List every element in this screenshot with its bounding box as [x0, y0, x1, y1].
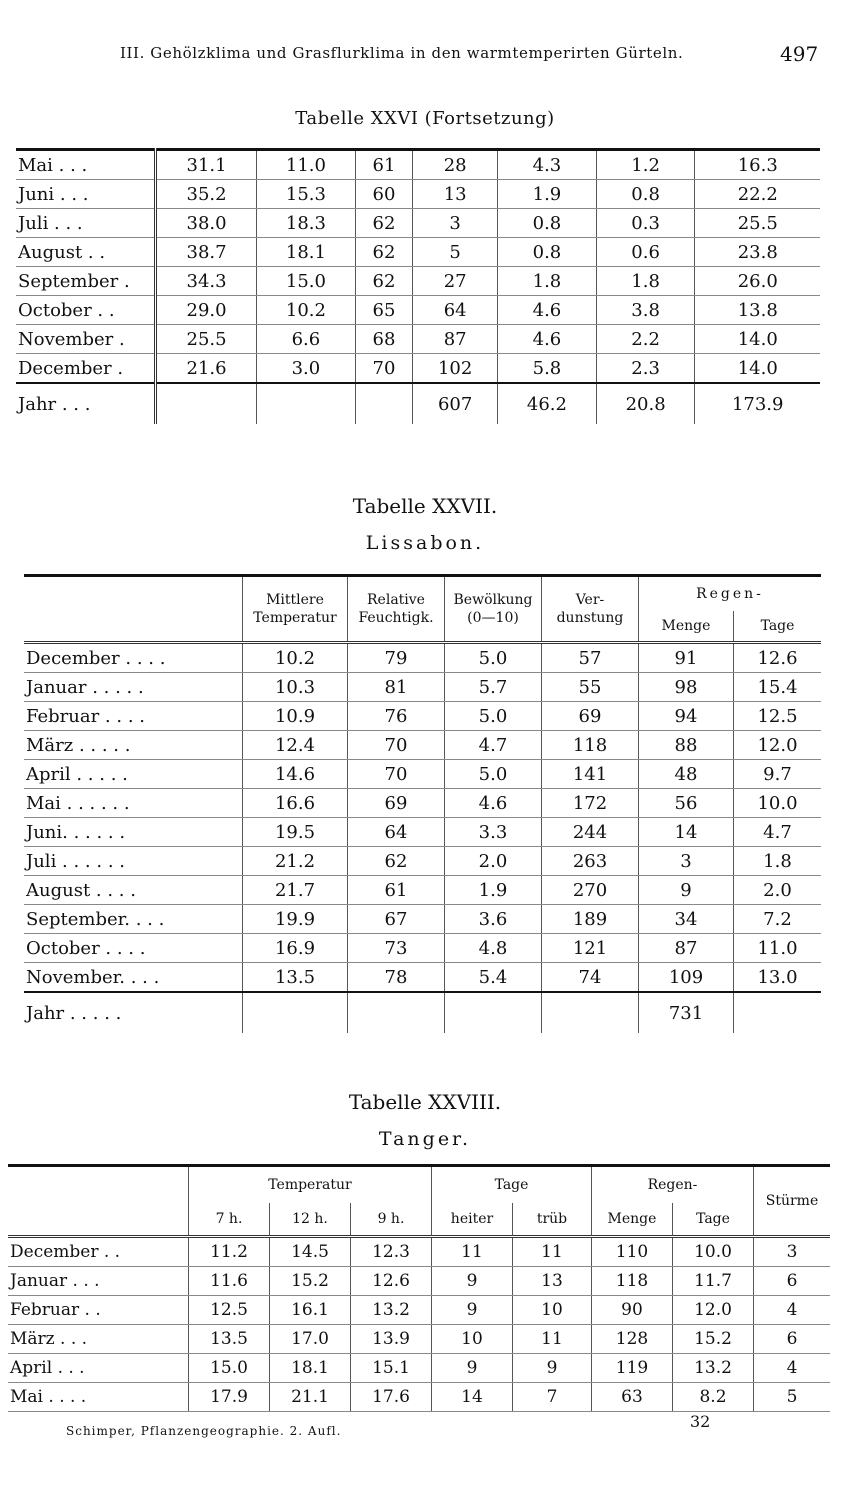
table-cell: 6.6 — [257, 325, 356, 354]
table-26 — [16, 148, 820, 424]
table-cell: 62 — [348, 847, 445, 876]
table-cell: 15.0 — [257, 267, 356, 296]
table-cell: 13.8 — [695, 296, 820, 325]
table-cell: 4 — [754, 1354, 831, 1383]
table-cell — [348, 992, 445, 1033]
table-cell: 11.0 — [257, 150, 356, 180]
table-cell: 65 — [355, 296, 412, 325]
col-temperature-header: Mittlere Temperatur — [243, 576, 348, 643]
table-28 — [8, 1164, 830, 1412]
table-row — [16, 296, 820, 325]
table-cell: 10.0 — [734, 789, 822, 818]
table-cell: 38.7 — [156, 238, 257, 267]
table-row — [16, 354, 820, 384]
table-cell: 15.3 — [257, 180, 356, 209]
table-cell: 11.2 — [189, 1237, 270, 1267]
table-cell: 4.8 — [445, 934, 542, 963]
table-cell — [156, 383, 257, 424]
table-cell: 13.2 — [673, 1354, 754, 1383]
table-cell: 118 — [592, 1267, 673, 1296]
table-cell: 18.1 — [270, 1354, 351, 1383]
table-cell: 10.2 — [243, 643, 348, 673]
table-cell: 55 — [542, 673, 639, 702]
table-cell: 67 — [348, 905, 445, 934]
table-row — [8, 1267, 830, 1296]
table-cell: 2.2 — [596, 325, 695, 354]
table-cell: 4.7 — [445, 731, 542, 760]
col-clear-header: heiter — [432, 1203, 513, 1237]
table-cell: 62 — [355, 267, 412, 296]
table-row — [24, 818, 821, 847]
table-cell: 12.6 — [351, 1267, 432, 1296]
table-28-caption: Tabelle XXVIII. — [348, 1090, 502, 1114]
table-cell: 3.6 — [445, 905, 542, 934]
table-cell: 10.3 — [243, 673, 348, 702]
table-cell: 31.1 — [156, 150, 257, 180]
col-12h-header: 12 h. — [270, 1203, 351, 1237]
table-27-place: Lissabon. — [365, 532, 485, 554]
table-cell: 57 — [542, 643, 639, 673]
col-humidity-header: Relative Feuchtigk. — [348, 576, 445, 643]
table-cell: 5.7 — [445, 673, 542, 702]
table-cell: 3 — [413, 209, 498, 238]
signature-mark: 32 — [690, 1412, 711, 1431]
table-cell: 4.6 — [498, 325, 597, 354]
table-27 — [24, 574, 821, 1033]
col-rain-days-header: Tage — [734, 611, 822, 643]
col-rain-days-header: Tage — [673, 1203, 754, 1237]
table-row — [16, 238, 820, 267]
table-cell: 173.9 — [695, 383, 820, 424]
table-cell: 128 — [592, 1325, 673, 1354]
table-cell: 68 — [355, 325, 412, 354]
table-cell: 1.9 — [445, 876, 542, 905]
table-cell: 21.6 — [156, 354, 257, 384]
table-cell: 244 — [542, 818, 639, 847]
table-row — [24, 963, 821, 993]
table-cell: 34.3 — [156, 267, 257, 296]
row-label: September . — [16, 267, 156, 296]
table-cell: 102 — [413, 354, 498, 384]
row-label: Juni. . . . . . — [24, 818, 243, 847]
col-rain-amount-header: Menge — [592, 1203, 673, 1237]
table-cell: 9 — [639, 876, 734, 905]
table-cell: 29.0 — [156, 296, 257, 325]
table-row — [8, 1383, 830, 1412]
table-cell: 9 — [432, 1267, 513, 1296]
table-cell: 10 — [513, 1296, 592, 1325]
table-cell: 21.7 — [243, 876, 348, 905]
table-cell: 21.2 — [243, 847, 348, 876]
col-7h-header: 7 h. — [189, 1203, 270, 1237]
table-cell: 19.9 — [243, 905, 348, 934]
table-cell: 10.2 — [257, 296, 356, 325]
table-cell: 3 — [754, 1237, 831, 1267]
page-number: 497 — [780, 42, 819, 66]
table-cell: 28 — [413, 150, 498, 180]
table-cell: 20.8 — [596, 383, 695, 424]
row-label: August . . . . — [24, 876, 243, 905]
table-row — [24, 934, 821, 963]
table-cell: 5 — [413, 238, 498, 267]
table-cell: 38.0 — [156, 209, 257, 238]
row-label: December . . — [8, 1237, 189, 1267]
table-cell: 11.6 — [189, 1267, 270, 1296]
table-cell: 11 — [513, 1237, 592, 1267]
table-total-row — [16, 383, 820, 424]
table-cell: 16.1 — [270, 1296, 351, 1325]
table-cell: 62 — [355, 238, 412, 267]
table-cell: 110 — [592, 1237, 673, 1267]
table-row — [8, 1325, 830, 1354]
table-cell: 4 — [754, 1296, 831, 1325]
table-cell: 87 — [413, 325, 498, 354]
table-cell: 4.7 — [734, 818, 822, 847]
col-days-header: Tage — [432, 1166, 592, 1204]
col-rain-header: Regen- — [639, 576, 822, 612]
row-label: Januar . . . — [8, 1267, 189, 1296]
table-cell: 270 — [542, 876, 639, 905]
table-cell: 15.2 — [673, 1325, 754, 1354]
table-cell: 13.0 — [734, 963, 822, 993]
row-label: Jahr . . . — [16, 383, 156, 424]
row-label: Mai . . . — [16, 150, 156, 180]
table-cell: 0.3 — [596, 209, 695, 238]
table-cell: 13.5 — [189, 1325, 270, 1354]
table-row — [24, 760, 821, 789]
row-label: Jahr . . . . . — [24, 992, 243, 1033]
table-cell: 79 — [348, 643, 445, 673]
row-label: August . . — [16, 238, 156, 267]
table-row — [24, 731, 821, 760]
table-cell: 14.6 — [243, 760, 348, 789]
table-cell: 13.2 — [351, 1296, 432, 1325]
row-label: Mai . . . . — [8, 1383, 189, 1412]
table-cell: 35.2 — [156, 180, 257, 209]
table-cell — [257, 383, 356, 424]
table-cell: 9 — [513, 1354, 592, 1383]
table-cell: 91 — [639, 643, 734, 673]
table-cell: 11.7 — [673, 1267, 754, 1296]
table-cell: 1.8 — [734, 847, 822, 876]
table-cell: 607 — [413, 383, 498, 424]
col-storms-header: Stürme — [754, 1166, 831, 1237]
table-cell: 81 — [348, 673, 445, 702]
table-row — [16, 325, 820, 354]
row-label: October . . — [16, 296, 156, 325]
table-cell: 73 — [348, 934, 445, 963]
table-cell: 3.3 — [445, 818, 542, 847]
row-label: Juni . . . — [16, 180, 156, 209]
col-9h-header: 9 h. — [351, 1203, 432, 1237]
table-cell: 6 — [754, 1267, 831, 1296]
table-row — [24, 789, 821, 818]
table-cell: 13.5 — [243, 963, 348, 993]
table-cell: 4.6 — [445, 789, 542, 818]
table-cell: 2.3 — [596, 354, 695, 384]
table-cell: 63 — [592, 1383, 673, 1412]
table-cell: 1.2 — [596, 150, 695, 180]
table-cell: 98 — [639, 673, 734, 702]
row-label: März . . . . . — [24, 731, 243, 760]
table-cell: 74 — [542, 963, 639, 993]
table-cell: 5.0 — [445, 702, 542, 731]
table-cell: 88 — [639, 731, 734, 760]
table-cell: 1.9 — [498, 180, 597, 209]
table-cell: 48 — [639, 760, 734, 789]
row-label: März . . . — [8, 1325, 189, 1354]
table-cell: 56 — [639, 789, 734, 818]
table-cell: 5.4 — [445, 963, 542, 993]
table-cell: 16.3 — [695, 150, 820, 180]
row-label: Februar . . . . — [24, 702, 243, 731]
table-row — [8, 1296, 830, 1325]
table-cell — [542, 992, 639, 1033]
table-cell: 2.0 — [445, 847, 542, 876]
table-cell: 12.3 — [351, 1237, 432, 1267]
table-row — [24, 847, 821, 876]
table-cell: 731 — [639, 992, 734, 1033]
table-row — [8, 1237, 830, 1267]
table-row — [16, 180, 820, 209]
table-28-place: Tanger. — [378, 1128, 472, 1150]
table-cell: 87 — [639, 934, 734, 963]
table-cell: 27 — [413, 267, 498, 296]
table-cell: 0.8 — [498, 209, 597, 238]
table-cell: 5 — [754, 1383, 831, 1412]
table-cell: 15.2 — [270, 1267, 351, 1296]
table-cell — [355, 383, 412, 424]
table-cell: 3.0 — [257, 354, 356, 384]
table-cell: 18.3 — [257, 209, 356, 238]
table-cell: 25.5 — [156, 325, 257, 354]
table-cell: 22.2 — [695, 180, 820, 209]
table-cell: 1.8 — [596, 267, 695, 296]
table-cell: 3 — [639, 847, 734, 876]
table-row — [16, 267, 820, 296]
table-cell: 26.0 — [695, 267, 820, 296]
row-label: November. . . . — [24, 963, 243, 993]
table-cell: 5.0 — [445, 643, 542, 673]
row-label: Mai . . . . . . — [24, 789, 243, 818]
table-cell: 4.3 — [498, 150, 597, 180]
row-label: Juli . . . — [16, 209, 156, 238]
table-cell: 6 — [754, 1325, 831, 1354]
table-cell: 60 — [355, 180, 412, 209]
table-cell: 64 — [348, 818, 445, 847]
table-cell: 64 — [413, 296, 498, 325]
footer-citation: Schimper, Pflanzengeographie. 2. Aufl. — [66, 1424, 342, 1438]
table-cell — [445, 992, 542, 1033]
table-row — [24, 673, 821, 702]
table-cell: 5.0 — [445, 760, 542, 789]
row-label: Februar . . — [8, 1296, 189, 1325]
table-cell: 15.1 — [351, 1354, 432, 1383]
table-cell: 12.0 — [734, 731, 822, 760]
col-cloud-header: Bewölkung (0—10) — [445, 576, 542, 643]
col-rain-amount-header: Menge — [639, 611, 734, 643]
col-temperature-header: Temperatur — [189, 1166, 432, 1204]
table-cell: 12.0 — [673, 1296, 754, 1325]
table-cell: 4.6 — [498, 296, 597, 325]
table-cell: 14.0 — [695, 354, 820, 384]
table-cell: 11 — [432, 1237, 513, 1267]
table-cell — [734, 992, 822, 1033]
table-cell: 15.4 — [734, 673, 822, 702]
table-cell: 2.0 — [734, 876, 822, 905]
table-cell: 14 — [432, 1383, 513, 1412]
table-cell: 12.5 — [189, 1296, 270, 1325]
stub-header — [8, 1166, 189, 1237]
table-cell: 14.0 — [695, 325, 820, 354]
table-cell: 12.4 — [243, 731, 348, 760]
table-cell: 141 — [542, 760, 639, 789]
table-cell: 78 — [348, 963, 445, 993]
table-cell: 62 — [355, 209, 412, 238]
col-overcast-header: trüb — [513, 1203, 592, 1237]
table-cell: 7 — [513, 1383, 592, 1412]
table-cell: 11.0 — [734, 934, 822, 963]
table-cell: 10.9 — [243, 702, 348, 731]
stub-header — [24, 576, 243, 643]
table-cell: 70 — [348, 760, 445, 789]
table-cell: 61 — [348, 876, 445, 905]
table-cell: 5.8 — [498, 354, 597, 384]
col-evaporation-header: Ver- dunstung — [542, 576, 639, 643]
table-cell: 69 — [348, 789, 445, 818]
table-cell: 46.2 — [498, 383, 597, 424]
table-cell: 13 — [413, 180, 498, 209]
table-cell: 14.5 — [270, 1237, 351, 1267]
table-cell: 12.5 — [734, 702, 822, 731]
table-cell: 109 — [639, 963, 734, 993]
table-cell: 94 — [639, 702, 734, 731]
table-26-caption: Tabelle XXVI (Fortsetzung) — [295, 108, 555, 129]
table-cell: 10.0 — [673, 1237, 754, 1267]
table-cell: 70 — [355, 354, 412, 384]
table-cell: 121 — [542, 934, 639, 963]
table-cell: 263 — [542, 847, 639, 876]
table-cell: 76 — [348, 702, 445, 731]
col-rain-header: Regen- — [592, 1166, 754, 1204]
table-cell: 90 — [592, 1296, 673, 1325]
table-cell: 189 — [542, 905, 639, 934]
table-cell: 0.8 — [498, 238, 597, 267]
table-cell: 3.8 — [596, 296, 695, 325]
table-row — [24, 702, 821, 731]
table-cell — [243, 992, 348, 1033]
table-27-caption: Tabelle XXVII. — [352, 494, 498, 518]
table-cell: 16.6 — [243, 789, 348, 818]
table-total-row — [24, 992, 821, 1033]
table-cell: 119 — [592, 1354, 673, 1383]
table-cell: 13 — [513, 1267, 592, 1296]
row-label: November . — [16, 325, 156, 354]
table-cell: 25.5 — [695, 209, 820, 238]
row-label: Juli . . . . . . — [24, 847, 243, 876]
row-label: December . — [16, 354, 156, 384]
table-cell: 17.6 — [351, 1383, 432, 1412]
table-cell: 12.6 — [734, 643, 822, 673]
table-cell: 17.0 — [270, 1325, 351, 1354]
table-cell: 0.8 — [596, 180, 695, 209]
table-cell: 17.9 — [189, 1383, 270, 1412]
table-row — [24, 876, 821, 905]
row-label: December . . . . — [24, 643, 243, 673]
table-cell: 14 — [639, 818, 734, 847]
row-label: April . . . — [8, 1354, 189, 1383]
table-row — [16, 209, 820, 238]
table-cell: 9 — [432, 1354, 513, 1383]
row-label: April . . . . . — [24, 760, 243, 789]
table-cell: 7.2 — [734, 905, 822, 934]
table-cell: 1.8 — [498, 267, 597, 296]
table-cell: 172 — [542, 789, 639, 818]
table-cell: 19.5 — [243, 818, 348, 847]
table-cell: 18.1 — [257, 238, 356, 267]
row-label: September. . . . — [24, 905, 243, 934]
table-cell: 69 — [542, 702, 639, 731]
table-cell: 0.6 — [596, 238, 695, 267]
table-row — [8, 1354, 830, 1383]
table-cell: 70 — [348, 731, 445, 760]
table-cell: 8.2 — [673, 1383, 754, 1412]
table-cell: 13.9 — [351, 1325, 432, 1354]
table-row — [16, 150, 820, 180]
table-cell: 61 — [355, 150, 412, 180]
table-cell: 23.8 — [695, 238, 820, 267]
running-header: III. Gehölzklima und Grasflurklima in den warmtemperirten Gürteln. — [120, 44, 684, 62]
row-label: Januar . . . . . — [24, 673, 243, 702]
table-cell: 34 — [639, 905, 734, 934]
table-row — [24, 643, 821, 673]
table-cell: 16.9 — [243, 934, 348, 963]
row-label: October . . . . — [24, 934, 243, 963]
table-row — [24, 905, 821, 934]
table-cell: 9.7 — [734, 760, 822, 789]
table-cell: 11 — [513, 1325, 592, 1354]
table-cell: 10 — [432, 1325, 513, 1354]
table-cell: 9 — [432, 1296, 513, 1325]
table-cell: 118 — [542, 731, 639, 760]
table-cell: 21.1 — [270, 1383, 351, 1412]
table-cell: 15.0 — [189, 1354, 270, 1383]
